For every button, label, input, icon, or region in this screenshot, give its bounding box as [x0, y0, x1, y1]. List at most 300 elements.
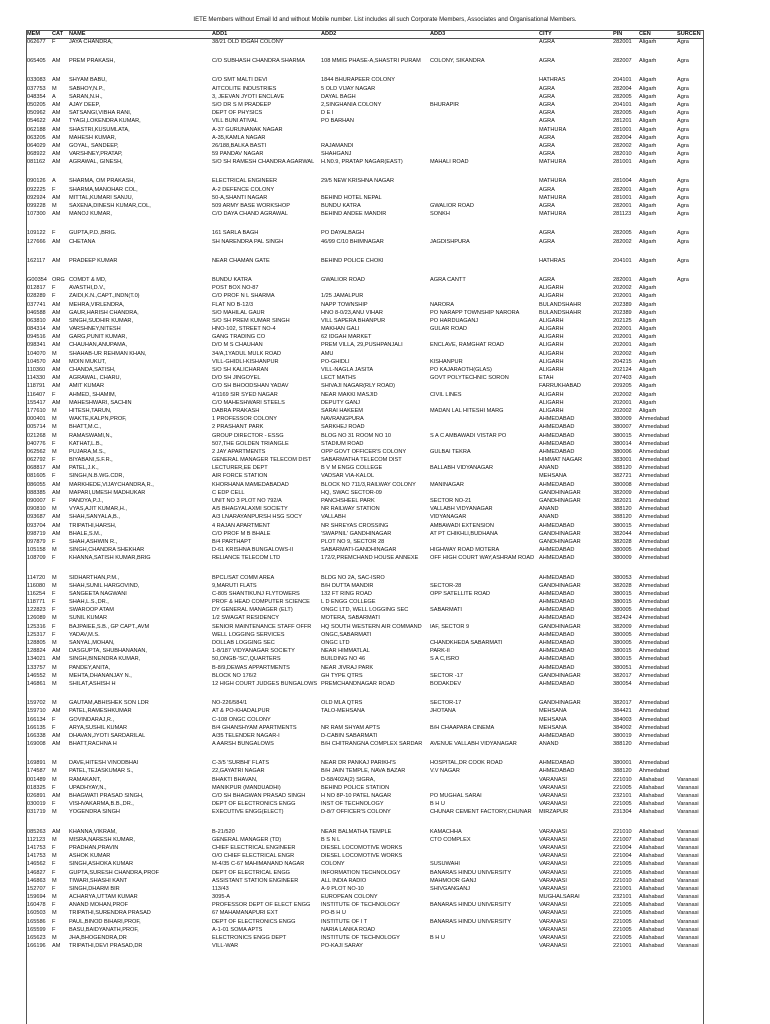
cell-cen: Ahmedabad	[639, 732, 670, 739]
cell-cat: AM	[52, 648, 61, 655]
table-row	[0, 885, 770, 893]
cell-mem: 141753	[27, 844, 46, 851]
cell-add2: PO-B H U	[321, 910, 346, 917]
cell-mem: 118771	[27, 599, 46, 606]
member-table	[0, 38, 770, 950]
cell-mem: 090810	[27, 506, 46, 513]
table-row	[0, 177, 770, 185]
cell-cat: AM	[52, 134, 61, 141]
cell-mem: 166196	[27, 943, 46, 950]
cell-city: GANDHINAGAR	[539, 672, 581, 679]
cell-cat: AM	[52, 656, 61, 663]
cell-add2: B/H DUTTA MANDIR	[321, 582, 374, 589]
cell-surcen: Varanasi	[677, 926, 699, 933]
cell-name: YOGENDRA SINGH	[69, 809, 120, 816]
cell-cen: Ahmedabad	[639, 440, 670, 447]
cell-add1: PROFESSOR DEPT OF ELECT ENGG	[212, 902, 311, 909]
cell-cat: F	[52, 186, 56, 193]
cell-cat: M	[52, 809, 57, 816]
cell-cat: AM	[52, 334, 61, 341]
cell-add1: 26/188,BALKA BASTI	[212, 142, 267, 149]
cell-cat: M	[52, 877, 57, 884]
cell-cen: Ahmedabad	[639, 664, 670, 671]
cell-surcen: Agra	[677, 126, 689, 133]
cell-pin: 281004	[613, 178, 632, 185]
cell-cat: AM	[52, 828, 61, 835]
cell-add1: AT & PO-KHADALPUR	[212, 708, 270, 715]
cell-add2: INSTITUTE OF TECHNOLOGY	[321, 902, 400, 909]
cell-pin: 209205	[613, 383, 632, 390]
cell-add1: C/O PROF N L SHARMA	[212, 293, 275, 300]
cell-city: ALIGARH	[539, 334, 564, 341]
cell-pin: 202389	[613, 309, 632, 316]
cell-cat: M	[52, 700, 57, 707]
cell-pin: 380008	[613, 481, 632, 488]
cell-name: TRIPATHI,DEVI PRASAD,DR	[69, 943, 143, 950]
cell-add2: OLD MLA QTRS	[321, 700, 363, 707]
cell-city: HATHRAS	[539, 77, 566, 84]
cell-add2: BEHIND HOTEL NEPAL	[321, 194, 382, 201]
cell-cen: Allahabad	[639, 869, 664, 876]
cell-add2: DEPUTY GANJ	[321, 399, 361, 406]
cell-mem: 146562	[27, 861, 46, 868]
cell-cen: Aligarh	[639, 334, 657, 341]
cell-city: AGRA	[539, 93, 555, 100]
cell-cat: AM	[52, 317, 61, 324]
table-row	[0, 194, 770, 202]
cell-add1: C-805 SHANTIKUNJ FLYTOWERS	[212, 590, 300, 597]
cell-pin: 202001	[613, 326, 632, 333]
cell-cat: AM	[52, 741, 61, 748]
cell-pin: 221007	[613, 836, 632, 843]
cell-add2: 132 FT RING ROAD	[321, 590, 372, 597]
cell-mem: 162117	[27, 257, 46, 264]
table-row	[0, 877, 770, 885]
cell-cen: Allahabad	[639, 793, 664, 799]
table-row	[0, 497, 770, 505]
cell-pin: 202002	[613, 350, 632, 357]
cell-add2: INSTITUTE OF TECHNOLOGY	[321, 935, 400, 941]
cell-name: TIWARI,SHASHI KANT	[69, 877, 128, 884]
table-row	[0, 489, 770, 497]
cell-city: AHMEDABAD	[539, 631, 575, 638]
cell-add1: C/O SMT MALTI DEVI	[212, 77, 268, 84]
cell-cat: M	[52, 432, 57, 439]
cell-mem: 128824	[27, 648, 46, 655]
cell-surcen: Varanasi	[677, 776, 699, 783]
cell-pin: 383001	[613, 457, 632, 464]
cell-cat: AM	[52, 530, 61, 537]
cell-name: CHAUHAN,ANUPAMA,	[69, 342, 128, 349]
cell-cen: Aligarh	[639, 126, 657, 133]
cell-mem: 062792	[27, 457, 46, 464]
cell-cen: Aligarh	[639, 39, 657, 45]
cell-pin: 388120	[613, 514, 632, 521]
cell-add2: PO DAYALBAGH	[321, 230, 365, 237]
cell-city: AHMEDABAD	[539, 640, 575, 646]
cell-add2: B V M ENGG COLLEGE	[321, 465, 383, 472]
cell-city: FARRUKHABAD	[539, 383, 581, 390]
cell-pin: 281201	[613, 118, 632, 125]
cell-add2: INSTITUTE OF I T	[321, 918, 368, 925]
cell-mem: 086055	[27, 481, 46, 488]
cell-name: PATEL,TEJASKUMAR S.,	[69, 768, 134, 775]
cell-city: AHMEDABAD	[539, 680, 575, 687]
cell-cat: F	[52, 538, 56, 545]
cell-pin: 384421	[613, 708, 632, 715]
cell-cen: Ahmedabad	[639, 607, 670, 614]
cell-city: AHMEDABAD	[539, 607, 575, 614]
cell-cat: AM	[52, 118, 61, 125]
cell-cen: Ahmedabad	[639, 590, 670, 597]
cell-add1: ELECTRICAL ENGINEER	[212, 178, 278, 185]
cell-name: PRADEEP KUMAR	[69, 257, 118, 264]
table-row	[0, 150, 770, 158]
cell-add1: VILL-WAR	[212, 943, 239, 950]
cell-cen: Aligarh	[639, 186, 657, 193]
cell-cen: Ahmedabad	[639, 582, 670, 589]
cell-name: SABHOY,N.P.,	[69, 85, 105, 92]
cell-pin: 384002	[613, 724, 632, 731]
cell-add1: 509 ARMY BASE WORKSHOP	[212, 203, 290, 209]
cell-add2: SHIVAJI NAGAR(RLY ROAD)	[321, 383, 395, 390]
cell-city: ALIGARH	[539, 358, 564, 365]
cell-add2: GH TYPE QTRS	[321, 672, 363, 679]
table-row	[0, 109, 770, 117]
cell-surcen: Agra	[677, 276, 689, 283]
cell-mem: 105158	[27, 547, 46, 554]
cell-pin: 202001	[613, 293, 632, 300]
cell-add3: VIDYANAGAR	[430, 514, 467, 521]
cell-mem: 081605	[27, 473, 46, 480]
cell-pin: 204101	[613, 101, 632, 108]
table-row	[0, 38, 770, 46]
cell-cen: Aligarh	[639, 194, 657, 201]
cell-add3: AVENUE VALLABH VIDYANAGAR	[430, 741, 517, 748]
cell-add1: S/O SH KALICHARAN	[212, 367, 269, 373]
cell-pin: 382017	[613, 672, 632, 679]
cell-pin: 282002	[613, 238, 632, 245]
cell-cat: AM	[52, 309, 61, 316]
table-row	[0, 598, 770, 606]
cell-name: MEHTA,DHANANJAY N.,	[69, 672, 132, 679]
cell-city: AHMEDABAD	[539, 432, 575, 439]
cell-add3: PO KAJARAOTH(GLAS)	[430, 367, 492, 373]
cell-add2: 46/99 C/10 BHIMNAGAR	[321, 238, 384, 245]
cell-pin: 380015	[613, 599, 632, 606]
cell-add1: 1 PROFESSOR COLONY	[212, 416, 277, 423]
cell-name: SHYAM BABU,	[69, 77, 107, 84]
cell-add2: BLOCK NO 711/3,RAILWAY COLONY	[321, 481, 416, 488]
cell-add2: VADSAR VIA-KALOL	[321, 473, 375, 480]
table-row	[0, 202, 770, 210]
cell-cen: Aligarh	[639, 118, 657, 125]
table-row	[0, 423, 770, 431]
cell-cat: AM	[52, 151, 61, 158]
cell-mem: 112123	[27, 836, 46, 843]
cell-add2: DIESEL LOCOMOTIVE WORKS	[321, 844, 403, 851]
cell-name: GARG,PUNIT KUMAR,	[69, 334, 128, 341]
cell-cen: Allahabad	[639, 801, 664, 808]
cell-add3: AT PT CHIKHLI,BUDHANA	[430, 530, 498, 537]
cell-surcen: Varanasi	[677, 809, 699, 816]
cell-add2: 62 IDGAH MARKET	[321, 334, 372, 341]
cell-cen: Aligarh	[639, 151, 657, 158]
cell-add3: BANARAS HINDU UNIVERSITY	[430, 902, 512, 909]
cell-pin: 382017	[613, 700, 632, 707]
cell-city: VARANASI	[539, 784, 567, 791]
cell-cen: Aligarh	[639, 301, 657, 308]
cell-mem: 097879	[27, 538, 46, 545]
cell-cat: AM	[52, 110, 61, 117]
table-row	[0, 631, 770, 639]
group-spacer	[0, 218, 770, 229]
cell-name: SIDHARTHAN,P.M.,	[69, 574, 120, 581]
table-row	[0, 341, 770, 349]
cell-add1: C/O MAHESHWARI STEELS	[212, 399, 285, 406]
cell-name: WAKTE,KALPN,PROF,	[69, 416, 127, 423]
cell-add1: ASSISTANT STATION ENGINEER	[212, 877, 299, 884]
cell-cen: Ahmedabad	[639, 599, 670, 606]
cell-cat: AM	[52, 342, 61, 349]
cell-add1: C/O SH BHAGWAN PRASAD SINGH	[212, 793, 306, 799]
cell-city: MEHSANA	[539, 708, 567, 715]
cell-cen: Aligarh	[639, 257, 657, 264]
cell-surcen: Varanasi	[677, 935, 699, 941]
cell-add1: DOLLAB LOGGING SEC	[212, 640, 275, 646]
cell-mem: 152707	[27, 885, 46, 892]
cell-mem: 048354	[27, 93, 46, 100]
cell-name: MITTAL,KUMARI SANJU,	[69, 194, 134, 201]
cell-cen: Aligarh	[639, 326, 657, 333]
cell-add1: VILL-GHIDLI-KISHANPUR	[212, 358, 279, 365]
cell-add2: RAJAMANDI	[321, 142, 354, 149]
cell-add1: RELIANCE TELECOM LTD	[212, 555, 281, 562]
cell-cen: Aligarh	[639, 134, 657, 141]
cell-cat: M	[52, 640, 57, 646]
cell-cen: Ahmedabad	[639, 672, 670, 679]
cell-add2: PO-GHIDLI	[321, 358, 350, 365]
cell-add2: NAPP TOWNSHIP	[321, 301, 368, 308]
cell-city: AHMEDABAD	[539, 547, 575, 554]
cell-city: MEHSANA	[539, 473, 567, 480]
cell-add3: AMBAWADI EXTENSION	[430, 522, 494, 529]
cell-mem: 127666	[27, 238, 46, 245]
cell-pin: 204101	[613, 77, 632, 84]
cell-pin: 282005	[613, 230, 632, 237]
cell-name: BHATT,M.C.,	[69, 424, 102, 431]
table-row	[0, 186, 770, 194]
cell-cat: M	[52, 672, 57, 679]
cell-mem: 063810	[27, 317, 46, 324]
cell-pin: 282001	[613, 186, 632, 193]
cell-mem: 146552	[27, 672, 46, 679]
cell-city: AHMEDABAD	[539, 768, 575, 775]
cell-city: BULANDSHAHR	[539, 309, 582, 316]
cell-add3: KAMACHHA	[430, 828, 462, 835]
cell-add1: O/O CHIEF ELECTRICAL ENGR	[212, 853, 295, 860]
table-row	[0, 546, 770, 554]
cell-cat: M	[52, 935, 57, 941]
table-row	[0, 699, 770, 707]
cell-cen: Aligarh	[639, 142, 657, 149]
table-row	[0, 464, 770, 472]
cell-cen: Ahmedabad	[639, 768, 670, 775]
table-row	[0, 456, 770, 464]
cell-surcen: Agra	[677, 101, 689, 108]
cell-pin: 281001	[613, 159, 632, 166]
cell-city: VARANASI	[539, 935, 567, 941]
cell-pin: 282007	[613, 58, 632, 65]
cell-name: AGRAWAL, CHARU,	[69, 375, 122, 382]
cell-add2: 5 OLD VIJAY NAGAR	[321, 85, 376, 92]
col-header-cen: CEN	[639, 31, 651, 37]
cell-cen: Ahmedabad	[639, 640, 670, 646]
cell-pin: 388120	[613, 506, 632, 513]
table-row	[0, 639, 770, 647]
cell-cen: Aligarh	[639, 399, 657, 406]
cell-name: PATEL,J.K.,	[69, 465, 99, 472]
table-row	[0, 101, 770, 109]
cell-cat: AM	[52, 194, 61, 201]
cell-name: DAVE,HITESH VINODBHAI	[69, 760, 139, 767]
cell-add3: GULAR ROAD	[430, 326, 467, 333]
cell-add3: V.V NAGAR	[430, 768, 460, 775]
cell-cen: Allahabad	[639, 918, 664, 925]
cell-name: AGRAWAL, GINESH,	[69, 159, 123, 166]
cell-cen: Ahmedabad	[639, 648, 670, 655]
table-row	[0, 358, 770, 366]
cell-pin: 232101	[613, 894, 632, 901]
cell-mem: 068817	[27, 465, 46, 472]
cell-cen: Aligarh	[639, 285, 657, 292]
cell-cat: F	[52, 599, 56, 606]
cell-add1: BLOCK NO 176/2	[212, 672, 257, 679]
cell-pin: 380005	[613, 631, 632, 638]
cell-cen: Allahabad	[639, 776, 664, 783]
cell-add1: NEAR CHAMAN GATE	[212, 257, 270, 264]
cell-cat: F	[52, 391, 56, 398]
cell-add3: CHANDKHEDA SABARMATI	[430, 640, 503, 646]
cell-pin: 388120	[613, 465, 632, 472]
cell-city: AGRA	[539, 110, 555, 117]
cell-city: VARANASI	[539, 918, 567, 925]
cell-pin: 382009	[613, 489, 632, 496]
cell-name: PANDYA,P.J.,	[69, 498, 104, 504]
cell-add2: SABARMATI-GANDHINAGAR	[321, 547, 397, 554]
cell-cat: AM	[52, 943, 61, 950]
table-row	[0, 309, 770, 317]
cell-name: RAMASWAMI,N.,	[69, 432, 113, 439]
cell-add1: MANIKPUR (MANDUADHI)	[212, 784, 281, 791]
cell-add2: GWALIOR ROAD	[321, 276, 365, 283]
cell-cat: M	[52, 680, 57, 687]
cell-surcen: Agra	[677, 118, 689, 125]
cell-mem: 018325	[27, 784, 46, 791]
cell-add2: VILL SAPERA BHANPUR	[321, 317, 386, 324]
cell-mem: 166134	[27, 716, 46, 723]
cell-mem: 093704	[27, 522, 46, 529]
cell-add3: COLONY, SIKANDRA	[430, 58, 485, 65]
cell-mem: 104570	[27, 358, 46, 365]
cell-mem: 174587	[27, 768, 46, 775]
cell-add2: 29/5 NEW KRISHNA NAGAR	[321, 178, 395, 185]
cell-add2: NARIA LANKA ROAD	[321, 926, 376, 933]
cell-name: SHASTRI,KUSUMLATA,	[69, 126, 130, 133]
cell-add2: B/H CHITRANGNA COMPLEX SARDAR	[321, 741, 423, 748]
table-row	[0, 672, 770, 680]
cell-cen: Allahabad	[639, 809, 664, 816]
cell-add1: 12 HIGH COURT JUDGES BUNGALOWS	[212, 680, 318, 687]
cell-city: GANDHINAGAR	[539, 498, 581, 504]
table-row	[0, 382, 770, 390]
cell-cen: Ahmedabad	[639, 498, 670, 504]
cell-cen: Ahmedabad	[639, 432, 670, 439]
cell-cat: M	[52, 424, 57, 431]
cell-cen: Aligarh	[639, 58, 657, 65]
cell-cat: AM	[52, 465, 61, 472]
cell-cen: Ahmedabad	[639, 506, 670, 513]
cell-mem: 090007	[27, 498, 46, 504]
cell-city: ETAH	[539, 375, 554, 382]
cell-mem: 037753	[27, 85, 46, 92]
cell-add1: BPCL/SAT COMM AREA	[212, 574, 275, 581]
table-row	[0, 238, 770, 246]
cell-surcen: Agra	[677, 203, 689, 209]
cell-pin: 281001	[613, 126, 632, 133]
cell-name: PUJARA,M.S.,	[69, 448, 106, 455]
cell-cen: Aligarh	[639, 293, 657, 300]
cell-pin: 221005	[613, 926, 632, 933]
cell-city: VARANASI	[539, 853, 567, 860]
cell-name: ACHARYA,UTTAM KUMAR	[69, 894, 138, 901]
cell-mem: 068922	[27, 151, 46, 158]
cell-name: SHARMA,MANOHAR COL,	[69, 186, 138, 193]
cell-cen: Allahabad	[639, 935, 664, 941]
cell-cat: AM	[52, 58, 61, 65]
cell-name: MAPARI,UMESH MADHUKAR	[69, 489, 146, 496]
cell-cat: F	[52, 607, 56, 614]
cell-city: AHMEDABAD	[539, 599, 575, 606]
cell-cen: Ahmedabad	[639, 615, 670, 622]
cell-add1: EXECUTIVE ENGG(ELECT)	[212, 809, 284, 816]
cell-add2: SABARMATHA TELECOM DIST	[321, 457, 402, 464]
table-row	[0, 538, 770, 546]
cell-add3: B H U	[430, 801, 445, 808]
cell-cen: Allahabad	[639, 894, 664, 901]
table-row	[0, 926, 770, 934]
group-spacer	[0, 817, 770, 828]
cell-mem: 177610	[27, 407, 46, 414]
cell-surcen: Varanasi	[677, 877, 699, 884]
cell-pin: 388120	[613, 741, 632, 748]
cell-cen: Allahabad	[639, 943, 664, 950]
cell-surcen: Agra	[677, 142, 689, 149]
cell-add3: GOVT POLYTECHNIC SORON	[430, 375, 509, 382]
cell-mem: 031719	[27, 809, 46, 816]
cell-cen: Ahmedabad	[639, 708, 670, 715]
cell-city: GANDHINAGAR	[539, 489, 581, 496]
cell-add2: NR RAM SHYAM APTS	[321, 724, 380, 731]
cell-surcen: Varanasi	[677, 844, 699, 851]
table-row	[0, 229, 770, 237]
cell-cat: F	[52, 844, 56, 851]
cell-add3: GWALIOR ROAD	[430, 203, 474, 209]
cell-cen: Ahmedabad	[639, 716, 670, 723]
cell-cen: Ahmedabad	[639, 623, 670, 630]
cell-cen: Ahmedabad	[639, 481, 670, 488]
cell-name: TRIPATHI,HARSH,	[69, 522, 117, 529]
